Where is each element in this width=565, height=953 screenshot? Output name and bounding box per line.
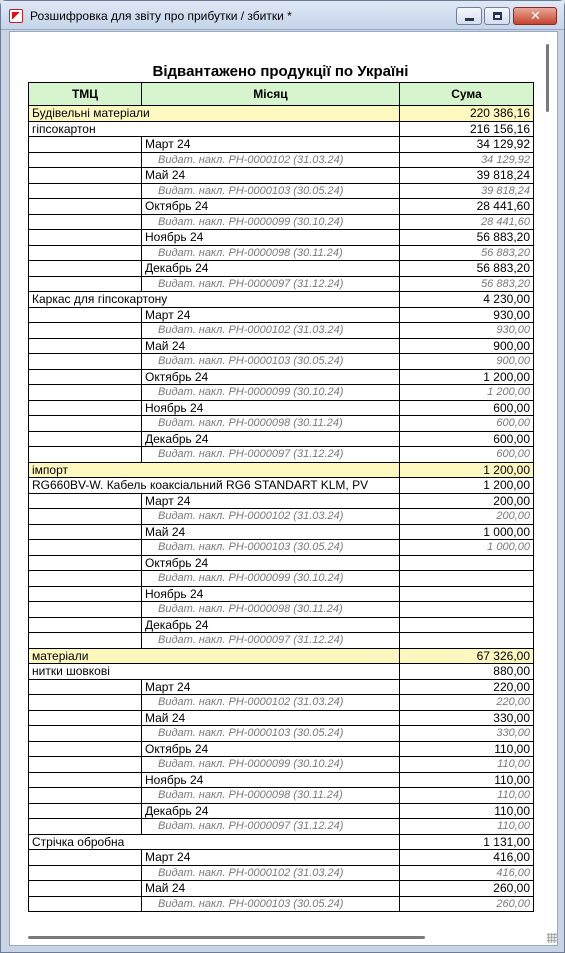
- month-indent-cell: [29, 586, 142, 602]
- month-name: Ноябрь 24: [142, 586, 400, 602]
- invoice-row: [29, 385, 534, 401]
- invoice-name: Видат. накл. РН-0000098 (30.11.24): [142, 788, 400, 804]
- group-row: [29, 648, 534, 664]
- invoice-row: [29, 214, 534, 230]
- invoice-indent-cell: [29, 865, 142, 881]
- month-name: Декабрь 24: [142, 261, 400, 277]
- invoice-sum: [400, 602, 534, 618]
- month-indent-cell: [29, 881, 142, 897]
- month-indent-cell: [29, 137, 142, 153]
- horizontal-scrollbar[interactable]: [10, 928, 558, 945]
- group-row: [29, 106, 534, 122]
- month-sum: 110,00: [400, 803, 534, 819]
- month-sum: 930,00: [400, 307, 534, 323]
- invoice-row: [29, 509, 534, 525]
- month-row: [29, 261, 534, 277]
- invoice-row: [29, 757, 534, 773]
- invoice-sum: 28 441,60: [400, 214, 534, 230]
- invoice-sum: 930,00: [400, 323, 534, 339]
- report-viewport[interactable]: [9, 31, 558, 946]
- month-indent-cell: [29, 199, 142, 215]
- item-sum: 880,00: [400, 664, 534, 680]
- month-indent-cell: [29, 741, 142, 757]
- month-sum: 34 129,92: [400, 137, 534, 153]
- invoice-indent-cell: [29, 602, 142, 618]
- month-name: Ноябрь 24: [142, 230, 400, 246]
- month-sum: [400, 555, 534, 571]
- month-name: Март 24: [142, 679, 400, 695]
- maximize-icon: [493, 12, 502, 20]
- month-name: Октябрь 24: [142, 741, 400, 757]
- item-name: нитки шовкові: [29, 664, 400, 680]
- invoice-sum: 1 200,00: [400, 385, 534, 401]
- invoice-row: [29, 152, 534, 168]
- month-indent-cell: [29, 230, 142, 246]
- invoice-row: [29, 447, 534, 463]
- item-name: гіпсокартон: [29, 121, 400, 137]
- window-title: Розшифровка для звіту про прибутки / збитки *: [30, 9, 292, 23]
- invoice-indent-cell: [29, 633, 142, 649]
- invoice-sum: [400, 633, 534, 649]
- month-indent-cell: [29, 431, 142, 447]
- invoice-name: Видат. накл. РН-0000097 (31.12.24): [142, 633, 400, 649]
- invoice-name: Видат. накл. РН-0000102 (31.03.24): [142, 152, 400, 168]
- month-sum: 600,00: [400, 431, 534, 447]
- invoice-indent-cell: [29, 571, 142, 587]
- month-name: Декабрь 24: [142, 431, 400, 447]
- invoice-name: Видат. накл. РН-0000098 (30.11.24): [142, 416, 400, 432]
- invoice-name: Видат. накл. РН-0000097 (31.12.24): [142, 447, 400, 463]
- month-name: Май 24: [142, 524, 400, 540]
- month-sum: [400, 617, 534, 633]
- invoice-indent-cell: [29, 447, 142, 463]
- month-row: [29, 338, 534, 354]
- maximize-button[interactable]: [484, 7, 510, 25]
- invoice-indent-cell: [29, 509, 142, 525]
- month-sum: 1 000,00: [400, 524, 534, 540]
- month-sum: 110,00: [400, 772, 534, 788]
- month-row: [29, 400, 534, 416]
- month-indent-cell: [29, 803, 142, 819]
- resize-grip-icon[interactable]: [547, 933, 557, 943]
- month-name: Май 24: [142, 338, 400, 354]
- month-row: [29, 617, 534, 633]
- invoice-sum: 110,00: [400, 757, 534, 773]
- month-sum: 220,00: [400, 679, 534, 695]
- close-button[interactable]: [513, 7, 557, 25]
- item-sum: 216 156,16: [400, 121, 534, 137]
- invoice-name: Видат. накл. РН-0000102 (31.03.24): [142, 865, 400, 881]
- month-indent-cell: [29, 369, 142, 385]
- month-row: [29, 168, 534, 184]
- month-indent-cell: [29, 493, 142, 509]
- invoice-sum: 34 129,92: [400, 152, 534, 168]
- column-header-sum: Сума: [400, 83, 534, 106]
- invoice-sum: 600,00: [400, 416, 534, 432]
- invoice-name: Видат. накл. РН-0000103 (30.05.24): [142, 540, 400, 556]
- month-indent-cell: [29, 400, 142, 416]
- month-sum: 330,00: [400, 710, 534, 726]
- invoice-indent-cell: [29, 214, 142, 230]
- month-name: Декабрь 24: [142, 803, 400, 819]
- item-sum: 1 200,00: [400, 478, 534, 494]
- month-row: [29, 493, 534, 509]
- invoice-sum: 56 883,20: [400, 245, 534, 261]
- month-sum: 39 818,24: [400, 168, 534, 184]
- invoice-indent-cell: [29, 183, 142, 199]
- month-row: [29, 137, 534, 153]
- invoice-name: Видат. накл. РН-0000102 (31.03.24): [142, 695, 400, 711]
- invoice-sum: 220,00: [400, 695, 534, 711]
- invoice-name: Видат. накл. РН-0000099 (30.10.24): [142, 214, 400, 230]
- invoice-indent-cell: [29, 726, 142, 742]
- invoice-name: Видат. накл. РН-0000097 (31.12.24): [142, 276, 400, 292]
- month-indent-cell: [29, 772, 142, 788]
- group-name: Будівельні матеріали: [29, 106, 400, 122]
- item-sum: 4 230,00: [400, 292, 534, 308]
- item-name: Каркас для гіпсокартону: [29, 292, 400, 308]
- invoice-sum: 416,00: [400, 865, 534, 881]
- item-name: Стрічка обробна: [29, 834, 400, 850]
- month-sum: 416,00: [400, 850, 534, 866]
- invoice-name: Видат. накл. РН-0000099 (30.10.24): [142, 385, 400, 401]
- invoice-sum: 56 883,20: [400, 276, 534, 292]
- invoice-row: [29, 245, 534, 261]
- report-body: [29, 106, 534, 912]
- month-row: [29, 230, 534, 246]
- invoice-indent-cell: [29, 416, 142, 432]
- column-header-month: Місяц: [142, 83, 400, 106]
- month-name: Ноябрь 24: [142, 400, 400, 416]
- month-row: [29, 555, 534, 571]
- item-name: RG660BV-W. Кабель коаксіальний RG6 STANDART KLM, PV: [29, 478, 400, 494]
- invoice-indent-cell: [29, 323, 142, 339]
- month-indent-cell: [29, 850, 142, 866]
- invoice-row: [29, 571, 534, 587]
- invoice-indent-cell: [29, 245, 142, 261]
- month-indent-cell: [29, 307, 142, 323]
- invoice-indent-cell: [29, 152, 142, 168]
- month-row: [29, 803, 534, 819]
- invoice-name: Видат. накл. РН-0000098 (30.11.24): [142, 245, 400, 261]
- month-row: [29, 679, 534, 695]
- item-row: [29, 121, 534, 137]
- invoice-row: [29, 354, 534, 370]
- invoice-sum: [400, 571, 534, 587]
- month-name: Март 24: [142, 307, 400, 323]
- month-sum: 56 883,20: [400, 261, 534, 277]
- header-row: [29, 83, 534, 106]
- month-sum: 28 441,60: [400, 199, 534, 215]
- invoice-sum: 900,00: [400, 354, 534, 370]
- invoice-indent-cell: [29, 695, 142, 711]
- invoice-indent-cell: [29, 757, 142, 773]
- invoice-sum: 330,00: [400, 726, 534, 742]
- month-sum: 900,00: [400, 338, 534, 354]
- month-sum: [400, 586, 534, 602]
- month-name: Май 24: [142, 168, 400, 184]
- item-row: [29, 664, 534, 680]
- invoice-name: Видат. накл. РН-0000103 (30.05.24): [142, 726, 400, 742]
- invoice-row: [29, 602, 534, 618]
- month-row: [29, 199, 534, 215]
- item-sum: 1 131,00: [400, 834, 534, 850]
- invoice-sum: 260,00: [400, 896, 534, 912]
- month-name: Май 24: [142, 710, 400, 726]
- month-row: [29, 431, 534, 447]
- month-name: Октябрь 24: [142, 369, 400, 385]
- minimize-button[interactable]: [456, 7, 482, 25]
- month-name: Октябрь 24: [142, 199, 400, 215]
- horizontal-scroll-thumb[interactable]: [28, 936, 425, 939]
- title-bar[interactable]: [1, 1, 564, 30]
- month-name: Март 24: [142, 493, 400, 509]
- invoice-row: [29, 276, 534, 292]
- invoice-sum: 600,00: [400, 447, 534, 463]
- invoice-row: [29, 896, 534, 912]
- invoice-name: Видат. накл. РН-0000098 (30.11.24): [142, 602, 400, 618]
- item-row: [29, 834, 534, 850]
- app-icon[interactable]: [9, 9, 23, 23]
- month-row: [29, 881, 534, 897]
- month-sum: 1 200,00: [400, 369, 534, 385]
- invoice-sum: 110,00: [400, 819, 534, 835]
- month-name: Март 24: [142, 850, 400, 866]
- invoice-indent-cell: [29, 385, 142, 401]
- group-name: матеріали: [29, 648, 400, 664]
- group-name: імпорт: [29, 462, 400, 478]
- group-sum: 1 200,00: [400, 462, 534, 478]
- invoice-name: Видат. накл. РН-0000102 (31.03.24): [142, 323, 400, 339]
- close-icon: ✕: [530, 8, 541, 23]
- column-header-item: ТМЦ: [29, 83, 142, 106]
- month-indent-cell: [29, 168, 142, 184]
- invoice-name: Видат. накл. РН-0000097 (31.12.24): [142, 819, 400, 835]
- group-sum: 220 386,16: [400, 106, 534, 122]
- month-name: Декабрь 24: [142, 617, 400, 633]
- vertical-scroll-thumb[interactable]: [546, 44, 549, 112]
- invoice-indent-cell: [29, 354, 142, 370]
- invoice-row: [29, 695, 534, 711]
- month-row: [29, 710, 534, 726]
- invoice-name: Видат. накл. РН-0000099 (30.10.24): [142, 757, 400, 773]
- month-sum: 260,00: [400, 881, 534, 897]
- invoice-name: Видат. накл. РН-0000103 (30.05.24): [142, 354, 400, 370]
- group-row: [29, 462, 534, 478]
- month-row: [29, 307, 534, 323]
- invoice-row: [29, 788, 534, 804]
- invoice-indent-cell: [29, 896, 142, 912]
- invoice-name: Видат. накл. РН-0000103 (30.05.24): [142, 896, 400, 912]
- month-row: [29, 741, 534, 757]
- group-sum: 67 326,00: [400, 648, 534, 664]
- invoice-indent-cell: [29, 276, 142, 292]
- invoice-row: [29, 633, 534, 649]
- item-row: [29, 292, 534, 308]
- invoice-row: [29, 726, 534, 742]
- month-indent-cell: [29, 524, 142, 540]
- invoice-row: [29, 540, 534, 556]
- month-indent-cell: [29, 710, 142, 726]
- invoice-sum: 39 818,24: [400, 183, 534, 199]
- report-table: [28, 82, 534, 912]
- month-sum: 56 883,20: [400, 230, 534, 246]
- month-name: Ноябрь 24: [142, 772, 400, 788]
- vertical-scrollbar[interactable]: [540, 32, 557, 930]
- month-indent-cell: [29, 338, 142, 354]
- report: [28, 62, 533, 912]
- month-name: Март 24: [142, 137, 400, 153]
- invoice-name: Видат. накл. РН-0000102 (31.03.24): [142, 509, 400, 525]
- invoice-sum: 110,00: [400, 788, 534, 804]
- month-row: [29, 850, 534, 866]
- month-indent-cell: [29, 679, 142, 695]
- invoice-row: [29, 865, 534, 881]
- month-name: Май 24: [142, 881, 400, 897]
- month-row: [29, 586, 534, 602]
- month-indent-cell: [29, 261, 142, 277]
- invoice-row: [29, 416, 534, 432]
- invoice-row: [29, 323, 534, 339]
- month-indent-cell: [29, 617, 142, 633]
- month-name: Октябрь 24: [142, 555, 400, 571]
- month-row: [29, 369, 534, 385]
- minimize-icon: [465, 18, 474, 21]
- month-sum: 600,00: [400, 400, 534, 416]
- report-title: Відвантажено продукції по Україні: [152, 63, 409, 80]
- invoice-row: [29, 819, 534, 835]
- month-indent-cell: [29, 555, 142, 571]
- invoice-row: [29, 183, 534, 199]
- invoice-indent-cell: [29, 540, 142, 556]
- invoice-indent-cell: [29, 788, 142, 804]
- month-sum: 110,00: [400, 741, 534, 757]
- invoice-name: Видат. накл. РН-0000103 (30.05.24): [142, 183, 400, 199]
- invoice-indent-cell: [29, 819, 142, 835]
- item-row: [29, 478, 534, 494]
- invoice-sum: 200,00: [400, 509, 534, 525]
- month-row: [29, 524, 534, 540]
- month-sum: 200,00: [400, 493, 534, 509]
- month-row: [29, 772, 534, 788]
- invoice-sum: 1 000,00: [400, 540, 534, 556]
- invoice-name: Видат. накл. РН-0000099 (30.10.24): [142, 571, 400, 587]
